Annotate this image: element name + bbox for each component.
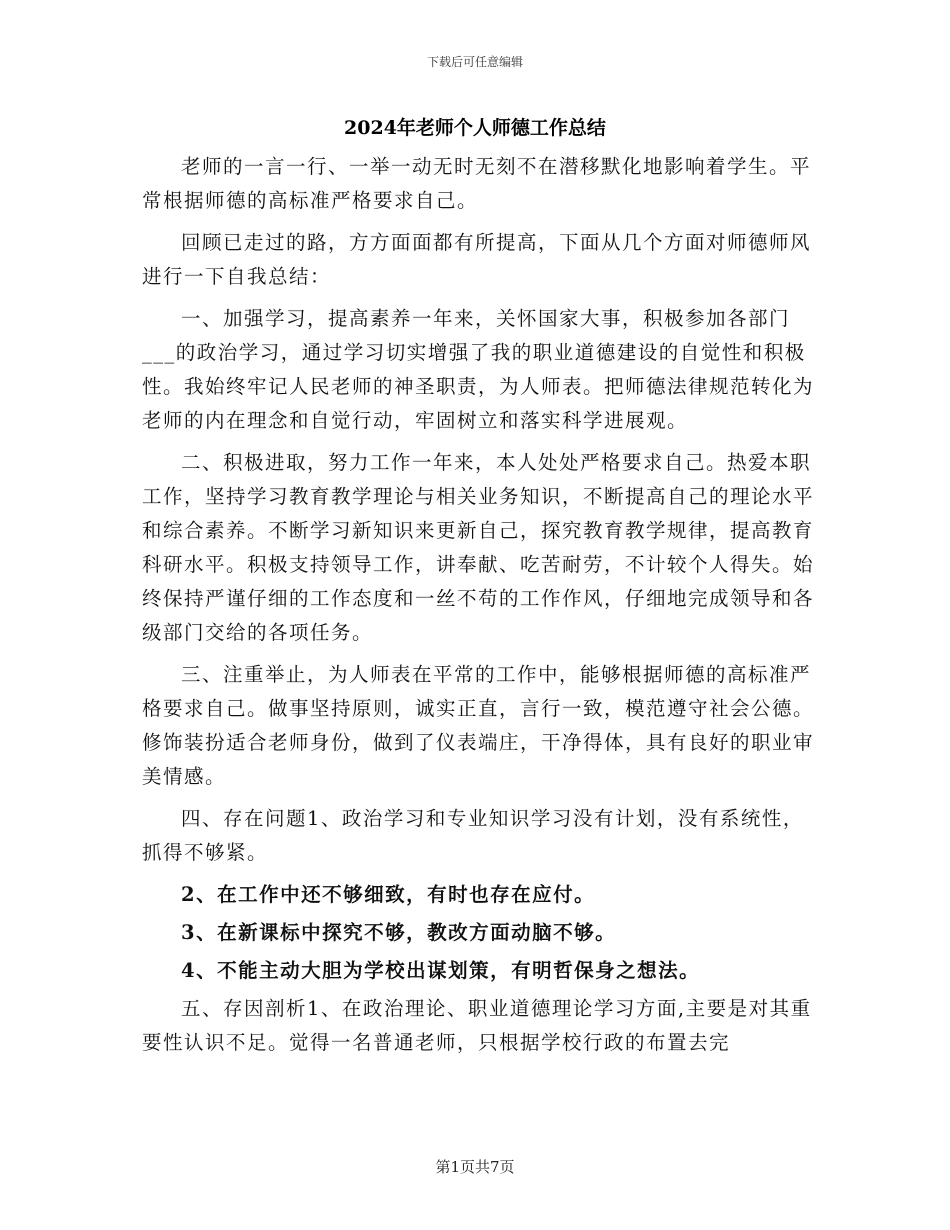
document-body — [142, 150, 822, 1068]
paragraph-issue-2: 2、在工作中还不够细致，有时也存在应付。 — [181, 883, 596, 906]
paragraph-section-2: 二、积极进取，努力工作一年来，本人处处严格要求自己。热爱本职工作，坚持学习教育教学理论与相关业务知识，不断提高自己的理论水平和综合素养。不断学习新知识来更新自己，探究教育教学规律，提高教育科研水平。积极支持领导工作，讲奉献、吃苦耐劳，不计较个人得失。始终保持严谨仔细的工作态度和一丝不苟的工作作风，仔细地完成领导和各级部门交给的各项任务。 — [142, 451, 815, 644]
document-title: 2024年老师个人师德工作总结 — [344, 117, 606, 139]
paragraph-section-3: 三、注重举止，为人师表在平常的工作中，能够根据师德的高标准严格要求自己。做事坚持原则，诚实正直，言行一致，模范遵守社会公德。修饰装扮适合老师身份，做到了仪表端庄，干净得体，具有良好的职业审美情感。 — [142, 663, 815, 788]
paragraph-issue-3: 3、在新课标中探究不够，教改方面动脑不够。 — [181, 921, 617, 944]
paragraph-section-5: 五、存因剖析1、在政治理论、职业道德理论学习方面,主要是对其重要性认识不足。觉得一名普通老师，只根据学校行政的布置去完 — [142, 997, 812, 1054]
page-footer: 第1页共7页 — [435, 1158, 515, 1176]
paragraph-issue-4: 4、不能主动大胆为学校出谋划策，有明哲保身之想法。 — [181, 959, 701, 982]
paragraph-intro: 老师的一言一行、一举一动无时无刻不在潜移默化地影响着学生。平常根据师德的高标准严格要求自己。 — [142, 155, 812, 212]
paragraph-section-4: 四、存在问题1、政治学习和专业知识学习没有计划，没有系统性，抓得不够紧。 — [142, 807, 804, 864]
paragraph-section-1: 一、加强学习，提高素养一年来，关怀国家大事，积极参加各部门___的政治学习，通过学习切实增强了我的职业道德建设的自觉性和积极性。我始终牢记人民老师的神圣职责，为人师表。把师德法律规范转化为老师的内在理念和自觉行动，牢固树立和落实科学进展观。 — [142, 307, 815, 432]
paragraph-review: 回顾已走过的路，方方面面都有所提高，下面从几个方面对师德师风进行一下自我总结： — [142, 231, 812, 288]
page-header: 下载后可任意编辑 — [426, 55, 523, 69]
